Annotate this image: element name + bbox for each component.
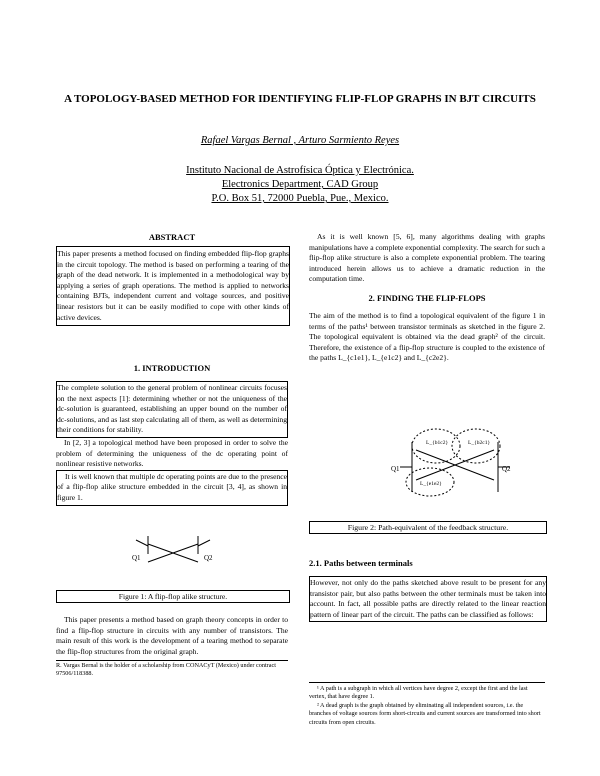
figure-2-label-lb2c1: L_{b2c1} [468,440,491,446]
affiliation [120,164,480,206]
affiliation-line-1: Instituto Nacional de Astrofísica Óptica y Electrónica. [186,165,414,176]
path-ellipse-b2c1 [452,429,500,463]
intro-paragraph-3: It is well known that multiple dc operating points are due to the presence of a flip-flop alike structure embedded in the circuit [3, 4], as shown in figure 1. [56,470,288,506]
q1-base-line [136,540,148,546]
figure-2-path-equivalent [390,422,518,520]
intro-paragraph-2: In [2, 3] a topological method have been proposed in order to solve the problem of determining the uniqueness of the dc operating point of nonlinear resistive networks. [56,437,288,469]
right-intro-paragraph: As it is well known [5, 6], many algorithms dealing with graphs manipulations have a complete exponential complexity. The search for such a flip-flop alike structure is also a complete exponential problem. The tearing introduced herein allows us to achieve a dramatic reduction in the computation time. [309,232,545,284]
intro-after-figure: This paper presents a method based on graph theory concepts in order to find a flip-flop structure in circuits with any number of transistors. The main result of this work is the development of a tearing method to separate the flip-flop structures from the original graph. [56,615,288,656]
section-2-heading: 2. FINDING THE FLIP-FLOPS [368,293,486,303]
figure-1-label-q1: Q1 [132,554,141,562]
left-footnote-rule [56,660,288,661]
figure-2-caption: Figure 2: Path-equivalent of the feedback structure. [309,521,547,534]
figure-2-label-le1e2: L_{e1e2} [420,481,442,487]
subsection-2-1-text: However, not only do the paths sketched above result to be present for any transistor pair, but also paths between the other terminals must be taken into account. In fact, all possible paths are directly related to the linear reaction pattern of linear part of the circuit. The paths can be classified as follows: [309,576,547,622]
right-footnote-rule [309,682,545,683]
section-2-text: The aim of the method is to find a topological equivalent of the figure 1 in terms of the paths¹ between transistor terminals as sketched in the figure 2. The topological equivalent is obtained via the dead graph² of the circuit. Therefore, the existence of a flip-flop structure is coupled to the existence of the paths L_{c1e1}, L_{e1c2} and L_{c2e2}. [309,311,545,363]
intro-paragraph-1: The complete solution to the general problem of nonlinear circuits focuses on the next aspects [1]: determining whether or not the uniqueness of the dc-solution is guaranteed, establishing an upper bound on the number of dc-solutions, and as last step calculating all of them, as well as determining their conditions for stability. [56,381,288,438]
footnote-2: ² A dead graph is the graph obtained by eliminating all independent sources, i.e. the branches of voltage sources form short-circuits and current sources are transformed into short circuits from open circuits. [309,701,541,726]
q2-base-line [198,540,210,546]
figure-2-label-q1: Q1 [391,465,400,473]
introduction-heading: 1. INTRODUCTION [133,363,211,373]
paper-title: A TOPOLOGY-BASED METHOD FOR IDENTIFYING FLIP-FLOP GRAPHS IN BJT CIRCUITS [64,93,536,105]
left-footnote: R. Vargas Bernal is the holder of a scholarship from CONACyT (Mexico) under contract 97506/118388. [56,662,276,678]
affiliation-line-3: P.O. Box 51, 72000 Puebla, Pue., Mexico. [211,193,389,204]
figure-1-label-q2: Q2 [204,554,213,562]
footnote-1: ¹ A path is a subgraph in which all vertices have degree 2, except the first and the last vertex, that have degree 1. [309,685,528,701]
figure-2-label-lb1c2: L_{b1c2} [426,440,449,446]
figure-2-label-q2: Q2 [502,465,511,473]
figure-1-caption: Figure 1: A flip-flop alike structure. [56,590,290,603]
authors: Rafael Vargas Bernal , Arturo Sarmiento Reyes [200,135,400,146]
right-footnotes [309,685,545,727]
introduction-body [56,381,288,506]
affiliation-line-2: Electronics Department, CAD Group [221,179,379,190]
subsection-2-1-heading: 2.1. Paths between terminals [309,558,413,568]
abstract-text: This paper presents a method focused on finding embedded flip-flop graphs in the circuit topology. The method is based on performing a tearing of the graph of the dead network. It is implemented in a methodological way by applying a series of graph operations. The method is applied to networks containing BJTs, independent current and voltage sources, and positive linear resistors but it can be easily modified to cope with other kinds of active devices. [56,246,290,326]
abstract-heading: ABSTRACT [148,232,196,242]
figure-1-flip-flop [118,532,228,582]
